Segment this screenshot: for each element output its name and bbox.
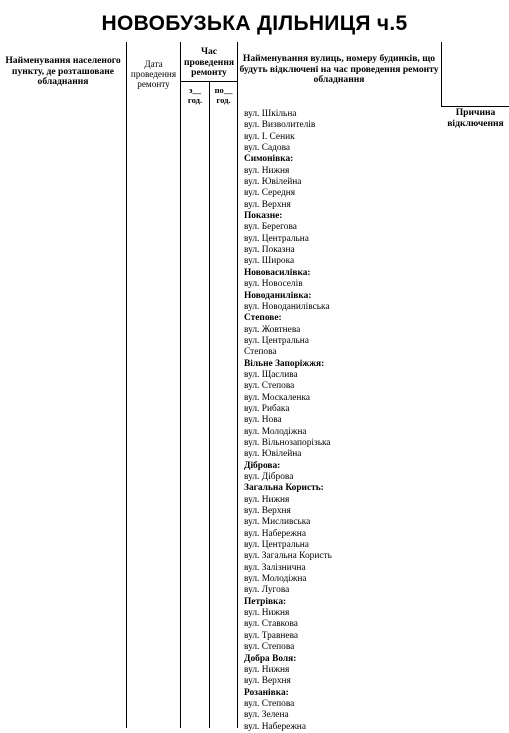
street-item: вул. Набережна — [244, 528, 306, 539]
street-item: вул. Нижня — [244, 165, 290, 176]
street-item: вул. Травнева — [244, 630, 299, 641]
street-item: вул. Ювілейна — [244, 449, 302, 460]
street-item: вул. Молодіжна — [244, 426, 307, 437]
street-item: вул. І. Сеник — [244, 131, 295, 142]
street-item: вул. Щаслива — [244, 369, 298, 380]
village-name: Симонівка: — [244, 154, 294, 165]
street-item: вул. Шкільна — [244, 109, 297, 119]
header-time-from: з__ год. — [187, 85, 203, 105]
header-repair-time: Час проведення ремонту — [183, 46, 235, 78]
street-item: вул. Вільнозапорізька — [244, 437, 331, 448]
street-item: вул. Степова — [244, 642, 295, 653]
street-item: Степова — [244, 347, 277, 358]
street-item: вул. Степова — [244, 698, 295, 709]
street-item: вул. Центральна — [244, 233, 309, 244]
village-name: Новоданилівка: — [244, 290, 312, 301]
col-divider — [441, 42, 442, 106]
street-item: вул. Широка — [244, 256, 295, 267]
village-name: Нововасилівка: — [244, 267, 311, 278]
street-item: вул. Верхня — [244, 506, 291, 517]
page-title: НОВОБУЗЬКА ДІЛЬНИЦЯ ч.5 — [101, 12, 408, 35]
street-list — [244, 109, 444, 733]
street-item: вул. Мисливська — [244, 517, 311, 528]
row-divider — [181, 81, 237, 82]
street-item: вул. Верхня — [244, 199, 291, 210]
street-item: вул. Нижня — [244, 494, 290, 505]
header-repair-date: Дата проведення ремонту — [130, 59, 177, 89]
street-item: вул. Ставкова — [244, 619, 298, 630]
col-divider — [126, 42, 127, 728]
village-name: Діброва: — [244, 460, 281, 471]
village-name: Степове: — [244, 313, 282, 324]
street-item: вул. Діброва — [244, 472, 294, 482]
header-settlement: Найменування населеного пункту, де розташоване обладнання — [5, 55, 121, 87]
street-item: вул. Визволителів — [244, 120, 316, 131]
village-name: Вільне Запоріжжя: — [244, 358, 325, 369]
header-reason: Причина відключення — [447, 107, 504, 129]
street-item: вул. Молодіжна — [244, 574, 307, 585]
street-item: вул. Рибака — [244, 403, 290, 414]
street-item: вул. Москаленка — [244, 392, 311, 403]
street-item: вул. Залізнична — [244, 562, 306, 573]
street-item: вул. Верхня — [244, 676, 291, 687]
street-item: вул. Новоданилівська — [244, 301, 330, 312]
header-streets: Найменування вулиць, номеру будинків, що будуть відключені на час проведення ремонту обладнання — [239, 53, 439, 85]
street-item: вул. Лугова — [244, 585, 290, 596]
street-item: вул. Новоселів — [244, 279, 303, 290]
village-name: Показне: — [244, 211, 283, 222]
col-divider — [209, 82, 210, 728]
village-name: Добра Воля: — [244, 653, 297, 664]
street-item: вул. Середня — [244, 188, 296, 199]
street-item: вул. Показна — [244, 245, 295, 256]
street-item: вул. Центральна — [244, 540, 309, 551]
col-divider — [237, 42, 238, 728]
village-name: Загальна Користь: — [244, 483, 324, 494]
street-item: вул. Нижня — [244, 608, 290, 619]
street-item: вул. Жовтнева — [244, 324, 301, 335]
street-item: вул. Берегова — [244, 222, 297, 233]
col-divider — [180, 42, 181, 728]
header-time-to: по__ год. — [214, 85, 233, 105]
village-name: Розанівка: — [244, 687, 289, 698]
street-item: вул. Загальна Користь — [244, 551, 332, 562]
street-item: вул. Набережна — [244, 721, 306, 732]
street-item: вул. Центральна — [244, 335, 309, 346]
street-item: вул. Нова — [244, 415, 282, 426]
village-name: Петрівка: — [244, 596, 287, 607]
street-item: вул. Зелена — [244, 710, 289, 721]
street-item: вул. Нижня — [244, 664, 290, 675]
street-item: вул. Садова — [244, 143, 291, 154]
street-item: вул. Ювілейна — [244, 177, 302, 188]
street-item: вул. Степова — [244, 381, 295, 392]
